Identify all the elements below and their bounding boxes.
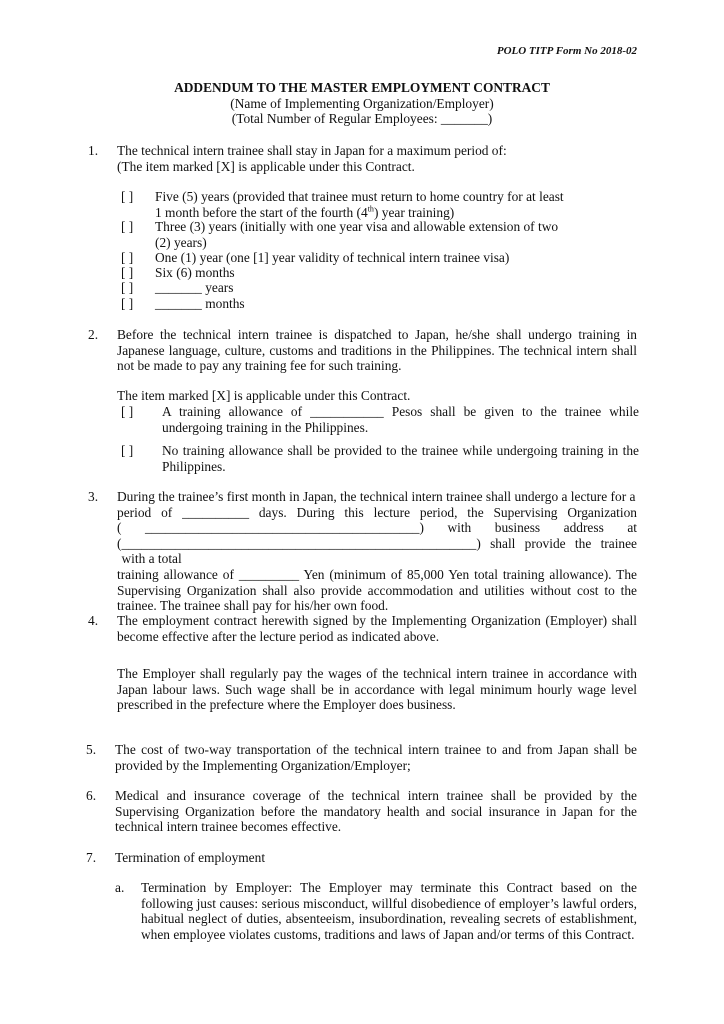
- item-1-line2: (The item marked [X] is applicable under this Contract.: [117, 158, 415, 174]
- item-4-paragraph-1: The employment contract herewith signed by the Implementing Organization (Employer) shall become effective after the lecture period as indicated above.: [117, 613, 637, 644]
- option-label: No training allowance shall be provided to the trainee while undergoing training in the Philippines.: [162, 443, 639, 474]
- word: During: [296, 504, 335, 520]
- document-header: [0, 80, 724, 127]
- item-1-intro: [117, 143, 637, 174]
- item-number: 4.: [88, 613, 99, 628]
- word: business: [494, 520, 541, 536]
- item-4-paragraph-2: The Employer shall regularly pay the wages of the technical intern trainee in accordance with Japan labour laws. Such wage shall be in accordance with legal minimum hourly wage level prescribed in the prefecture where the Employer does business.: [117, 666, 637, 713]
- item-3-paragraph: [117, 489, 637, 614]
- item-number: 6.: [86, 788, 97, 803]
- checkbox[interactable]: [ ]: [121, 265, 134, 280]
- word: address: [563, 520, 604, 536]
- word: Supervising: [493, 504, 558, 520]
- word: with: [447, 520, 472, 536]
- item-number: 3.: [88, 489, 99, 504]
- item-number: 2.: [88, 327, 99, 342]
- word: this: [344, 504, 364, 520]
- checkbox[interactable]: [ ]: [121, 296, 134, 311]
- word: at: [627, 520, 637, 536]
- item-5-paragraph: The cost of two-way transportation of the technical intern trainee to and from Japan shall be provided by the Implementing Organization/Employer;: [115, 742, 637, 773]
- word: (: [117, 520, 122, 536]
- option-line-part: ) year training): [373, 204, 455, 220]
- word: days.: [258, 504, 287, 520]
- item-2-paragraph: Before the technical intern trainee is dispatched to Japan, he/she shall undergo training in Japanese language, culture, customs and traditions in the Philippines. The technical intern shall not be made to pay any training fee for such training.: [117, 327, 637, 374]
- option-line: Three (3) years (initially with one year visa and allowable extension of two: [155, 219, 559, 234]
- lecture-days-blank[interactable]: __________: [182, 504, 250, 520]
- item-number: 7.: [86, 850, 97, 865]
- word: (: [117, 535, 122, 551]
- item-3-line4: [117, 536, 637, 567]
- item-number: 5.: [86, 742, 97, 757]
- employer-name-line: (Name of Implementing Organization/Employer): [230, 95, 494, 111]
- item-1-line1: The technical intern trainee shall stay in Japan for a maximum period of:: [117, 143, 507, 158]
- document-title: ADDENDUM TO THE MASTER EMPLOYMENT CONTRACT: [174, 80, 550, 95]
- superscript: th: [367, 204, 374, 214]
- option-line-part: 1 month before the start of the fourth (4: [155, 204, 368, 220]
- option-line: (2) years): [155, 234, 207, 250]
- checkbox[interactable]: [ ]: [121, 219, 134, 234]
- word: the: [467, 504, 484, 520]
- item-7-title: Termination of employment: [115, 850, 266, 865]
- item-3-line2: [117, 505, 637, 521]
- item-3-rest: training allowance of _________ Yen (minimum of 85,000 Yen total training allowance). The Supervising Organization shall also provide accommodation and utilities without cost to the trainee. The trainee shall pay for his/her own food.: [117, 566, 637, 614]
- option-label: [155, 219, 635, 250]
- item-number: 1.: [88, 143, 99, 158]
- checkbox[interactable]: [ ]: [121, 404, 134, 419]
- option-label: A training allowance of ___________ Pesos shall be given to the trainee while undergoing training in the Philippines.: [162, 404, 639, 435]
- option-label: [155, 189, 635, 220]
- word: period: [117, 504, 152, 520]
- checkbox[interactable]: [ ]: [121, 280, 134, 295]
- option-label: Six (6) months: [155, 265, 235, 280]
- word: of: [161, 504, 173, 520]
- option-line: [155, 205, 635, 221]
- word: Organization: [567, 504, 637, 520]
- item-6-paragraph: Medical and insurance coverage of the technical intern trainee shall be provided by the Supervising Organization before the mandatory health and social insurance in Japan for the technical intern trainee becomes effective.: [115, 788, 637, 835]
- word: period,: [419, 504, 458, 520]
- word: lecture: [373, 504, 411, 520]
- option-label: _______ months: [155, 296, 245, 311]
- termination-by-employer: Termination by Employer: The Employer may terminate this Contract based on the following just causes: serious misconduct, willful disobedience of employer’s lawful orders, habitual neglect of duties, absenteeism, insubordination, revealing secrets of establishment, when employee violates customs, traditions and laws of Japan and/or terms of this Contract.: [141, 880, 637, 942]
- item-3-line1: [117, 489, 637, 505]
- applicable-note: The item marked [X] is applicable under this Contract.: [117, 388, 411, 403]
- option-line: Five (5) years (provided that trainee must return to home country for at least: [155, 189, 564, 204]
- text-run: During the trainee’s first month in Japan, the technical intern trainee shall undergo a lecture for a: [117, 489, 636, 504]
- checkbox[interactable]: [ ]: [121, 250, 134, 265]
- sub-item-label: a.: [115, 880, 125, 895]
- employee-count-line: (Total Number of Regular Employees: _______): [231, 111, 493, 127]
- business-address-blank[interactable]: _____________________________________________________) shall provide the trainee with a total: [121, 535, 637, 567]
- supervising-org-blank[interactable]: _________________________________________): [144, 520, 424, 536]
- option-label: One (1) year (one [1] year validity of technical intern trainee visa): [155, 250, 510, 265]
- item-3-line3: [117, 520, 637, 536]
- option-label: _______ years: [155, 280, 234, 295]
- form-number: POLO TITP Form No 2018-02: [496, 45, 637, 57]
- checkbox[interactable]: [ ]: [121, 189, 134, 204]
- checkbox[interactable]: [ ]: [121, 443, 134, 458]
